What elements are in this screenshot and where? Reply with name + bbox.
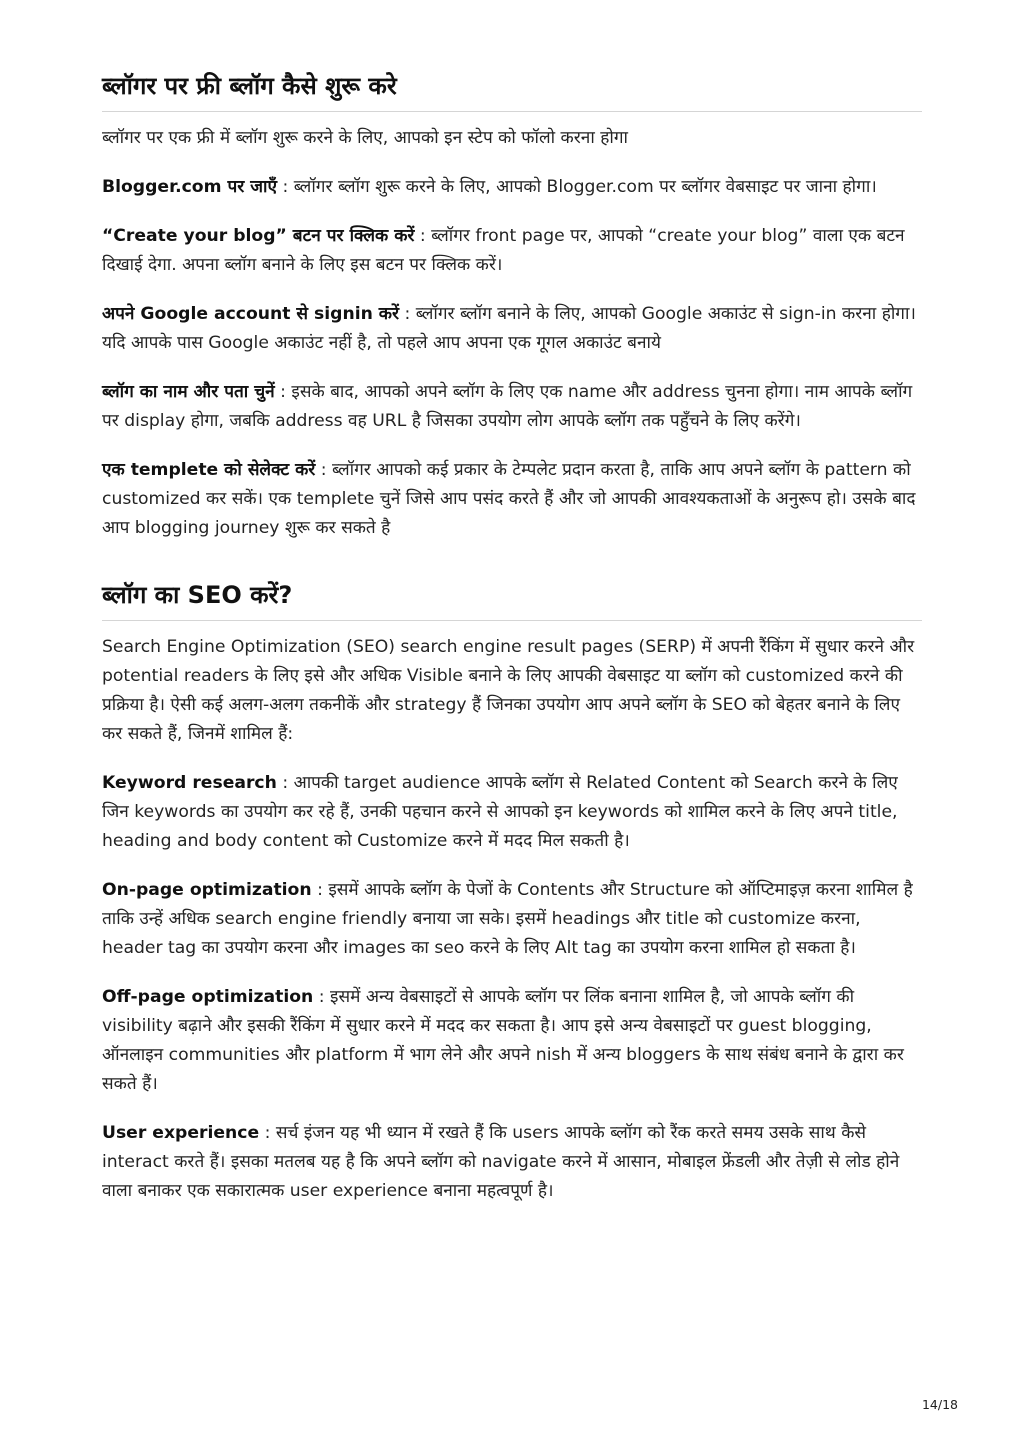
- seo-item: [102, 769, 922, 856]
- step-text: : इसके बाद, आपको अपने ब्लॉग के लिए एक name और address चुनना होगा। नाम आपके ब्लॉग पर display होगा, जबकि address वह URL है जिसका उपयोग लोग आपके ब्लॉग तक पहुँचने के लिए करेंगे।: [102, 382, 913, 431]
- step-text: : ब्लॉगर front page पर, आपको “create your blog” वाला एक बटन दिखाई देगा. अपना ब्लॉग बनाने के लिए इस बटन पर क्लिक करें।: [102, 226, 905, 275]
- page-number: 14/18: [921, 1397, 958, 1412]
- step-term: एक templete को सेलेक्ट करें: [102, 460, 316, 480]
- step-item: [102, 378, 922, 436]
- step-item: [102, 173, 922, 202]
- section-intro: ब्लॉगर पर एक फ्री में ब्लॉग शुरू करने के लिए, आपको इन स्टेप को फॉलो करना होगा: [102, 128, 628, 148]
- step-item: [102, 300, 922, 358]
- step-term: “Create your blog” बटन पर क्लिक करें: [102, 226, 415, 246]
- step-text: : ब्लॉगर ब्लॉग शुरू करने के लिए, आपको Blogger.com पर ब्लॉगर वेबसाइट पर जाना होगा।: [277, 177, 877, 197]
- seo-item: [102, 1119, 922, 1206]
- step-term: Blogger.com पर जाएँ: [102, 177, 277, 197]
- step-term: अपने Google account से signin करें: [102, 304, 400, 324]
- seo-text: : इसमें अन्य वेबसाइटों से आपके ब्लॉग पर लिंक बनाना शामिल है, जो आपके ब्लॉग की visibility बढ़ाने और इसकी रैंकिंग में सुधार करने में मदद कर सकता है। आप इसे अन्य वेबसाइटों पर guest blogging, ऑनलाइन communities और platform में भाग लेने और अपने nish में अन्य bloggers के साथ संबंध बनाने के द्वारा कर सकते हैं।: [102, 987, 904, 1094]
- section-title-blog-seo: ब्लॉग का SEO करें?: [102, 569, 922, 621]
- seo-item: [102, 983, 922, 1099]
- section-intro: Search Engine Optimization (SEO) search engine result pages (SERP) में अपनी रैंकिंग में सुधार करने और potential readers के लिए इसे और अधिक Visible बनाने के लिए आपकी वेबसाइट या ब्लॉग को customized करने की प्रक्रिया है। ऐसी कई अलग-अलग तकनीकें और strategy हैं जिनका उपयोग आप अपने ब्लॉग के SEO को बेहतर बनाने के लिए कर सकते हैं, जिनमें शामिल हैं:: [102, 637, 915, 744]
- seo-term: On-page optimization: [102, 880, 312, 900]
- seo-term: Keyword research: [102, 773, 277, 793]
- step-item: [102, 456, 922, 543]
- step-item: [102, 222, 922, 280]
- seo-term: Off-page optimization: [102, 987, 314, 1007]
- seo-text: : सर्च इंजन यह भी ध्यान में रखते हैं कि users आपके ब्लॉग को रैंक करते समय उसके साथ कैसे interact करते हैं। इसका मतलब यह है कि अपने ब्लॉग को navigate करने में आसान, मोबाइल फ्रेंडली और तेज़ी से लोड होने वाला बनाकर एक सकारात्मक user experience बनाना महत्वपूर्ण है।: [102, 1123, 900, 1201]
- step-term: ब्लॉग का नाम और पता चुनें: [102, 382, 275, 402]
- document-page: [102, 60, 922, 1226]
- step-text: : ब्लॉगर आपको कई प्रकार के टेम्पलेट प्रदान करता है, ताकि आप अपने ब्लॉग के pattern को customized कर सकें। एक templete चुनें जिसे आप पसंद करते हैं और जो आपकी आवश्यकताओं के अनुरूप हो। उसके बाद आप blogging journey शुरू कर सकते है: [102, 460, 916, 538]
- seo-text: : इसमें आपके ब्लॉग के पेजों के Contents और Structure को ऑप्टिमाइज़ करना शामिल है ताकि उन्हें अधिक search engine friendly बनाया जा सके। इसमें headings और title को customize करना, header tag का उपयोग करना और images का seo करने के लिए Alt tag का उपयोग करना शामिल हो सकता है।: [102, 880, 913, 958]
- seo-term: User experience: [102, 1123, 260, 1143]
- section-title-blogger-free-blog: ब्लॉगर पर फ्री ब्लॉग कैसे शुरू करे: [102, 60, 922, 112]
- seo-text: : आपकी target audience आपके ब्लॉग से Related Content को Search करने के लिए जिन keywords का उपयोग कर रहे हैं, उनकी पहचान करने से आपको इन keywords को शामिल करने के लिए अपने title, heading and body content को Customize करने में मदद मिल सकती है।: [102, 773, 898, 851]
- step-text: : ब्लॉगर ब्लॉग बनाने के लिए, आपको Google अकाउंट से sign-in करना होगा। यदि आपके पास Google अकाउंट नहीं है, तो पहले आप अपना एक गूगल अकाउंट बनाये: [102, 304, 916, 353]
- seo-item: [102, 876, 922, 963]
